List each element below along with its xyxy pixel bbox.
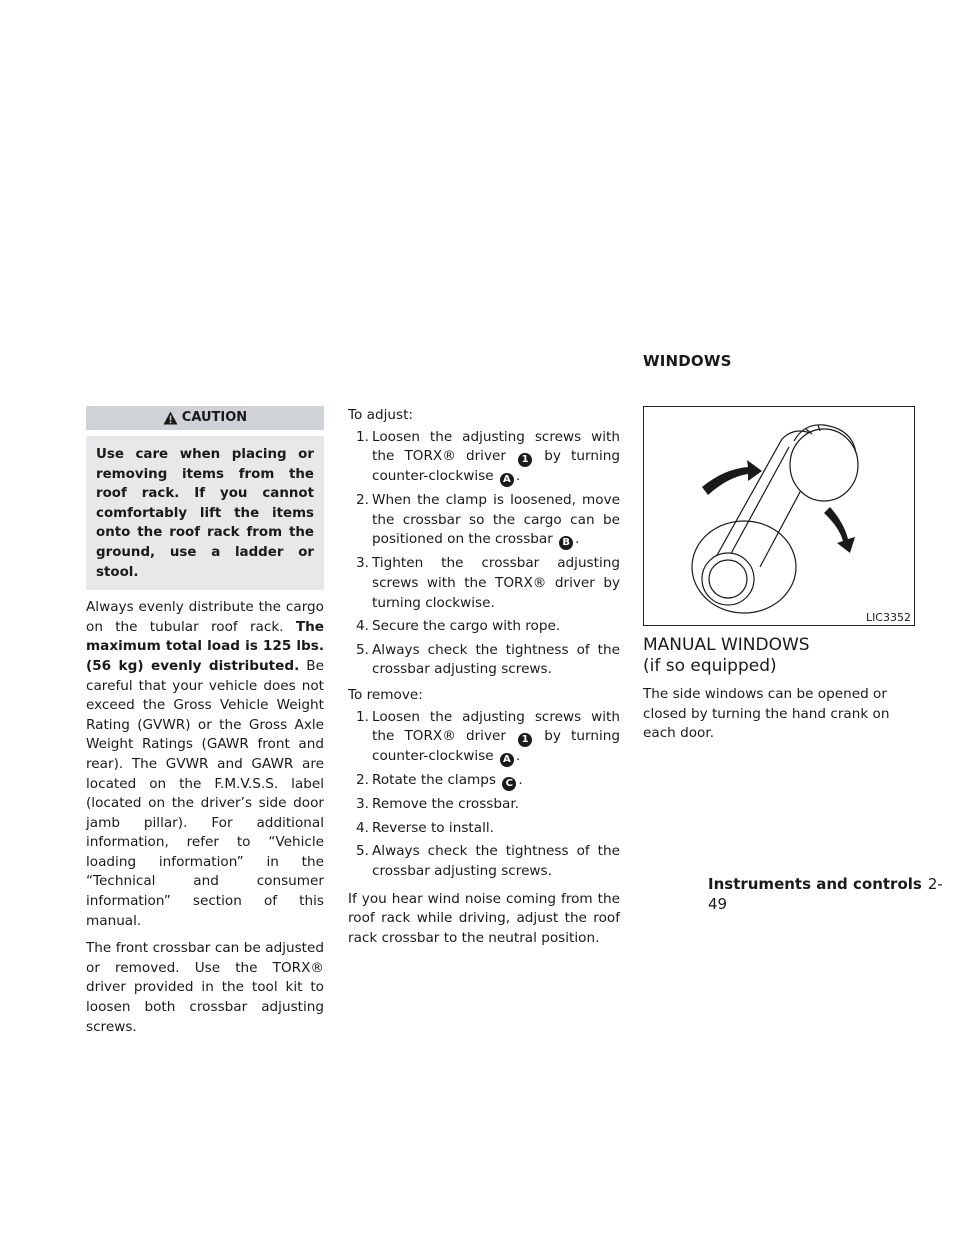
remove-intro: To remove: — [348, 686, 423, 703]
adjust-step-2: 2. When the clamp is loosened, move the crossbar so the cargo can be positioned on the crossbar B . — [356, 492, 620, 549]
callout-b-icon: B — [559, 536, 573, 550]
caution-title: CAUTION — [181, 410, 248, 426]
remove-step-1: 1. Loosen the adjusting screws with the TORX® driver 1 by turning counter-clockwise A . — [356, 708, 620, 766]
adjust-steps — [348, 428, 620, 680]
right-column — [643, 406, 915, 744]
page-footer — [708, 875, 960, 914]
hand-crank-drawing — [644, 407, 914, 625]
remove-steps — [348, 708, 620, 882]
adjust-step-4: 4. Secure the cargo with rope. — [356, 618, 561, 635]
callout-a-icon: A — [500, 473, 514, 487]
clockwise-arrow-icon — [824, 507, 855, 553]
adjust-step-5: 5. Always check the tightness of the crossbar adjusting screws. — [356, 641, 620, 678]
adjust-step-1: 1. Loosen the adjusting screws with the TORX® driver 1 by turning counter-clockwise A . — [356, 428, 620, 486]
window-crank-illustration — [643, 406, 915, 626]
callout-1-icon: 1 — [518, 733, 532, 747]
cargo-distribution-paragraph: Always evenly distribute the cargo on the tubular roof rack. The maximum total load is 125 lbs. (56 kg) evenly distributed. Be careful that your vehicle does not exceed the Gross Vehicle Weight Rating (GVWR) or the Gross Axle Weight Ratings (GAWR front and rear). The GVWR and GAWR are located on the F.M.V.S.S. label (located on the driver’s side door jamb pillar). For additional information, refer to “Vehicle loading information” in the “Technical and consumer information” section of this manual. — [86, 599, 324, 929]
middle-column — [348, 406, 620, 948]
adjust-intro: To adjust: — [348, 407, 413, 423]
page-number: 2-49 — [708, 875, 943, 913]
figure-label: LIC3352 — [865, 611, 911, 624]
callout-a-icon: A — [500, 753, 514, 767]
warning-icon — [163, 411, 178, 425]
footer-section-name: Instruments and controls — [708, 875, 922, 893]
max-load-statement: The maximum total load is 125 lbs. (56 kg) evenly distributed. — [86, 618, 324, 674]
crossbar-adjust-paragraph: The front crossbar can be adjusted or removed. Use the TORX® driver provided in the tool kit to loosen both crossbar adjusting screws. — [86, 940, 324, 1035]
callout-c-icon: C — [502, 777, 516, 791]
remove-step-3: 3. Remove the crossbar. — [356, 796, 519, 813]
section-title: WINDOWS — [643, 352, 732, 370]
callout-1-icon: 1 — [518, 453, 532, 467]
wind-noise-note: If you hear wind noise coming from the roof rack while driving, adjust the roof rack crossbar to the neutral position. — [348, 890, 620, 946]
remove-step-2: 2. Rotate the clamps C . — [356, 772, 523, 790]
remove-step-4: 4. Reverse to install. — [356, 819, 494, 836]
remove-step-5: 5. Always check the tightness of the crossbar adjusting screws. — [356, 843, 620, 879]
caution-text: Use care when placing or removing items from the roof rack. If you cannot comfortably lift the items onto the roof rack from the ground, use a ladder or stool. — [86, 436, 324, 590]
adjust-step-3: 3. Tighten the crossbar adjusting screws with the TORX® driver by turning clockwise. — [356, 555, 620, 611]
manual-windows-text: The side windows can be opened or closed by turning the hand crank on each door. — [643, 686, 890, 742]
manual-windows-heading: MANUAL WINDOWS (if so equipped) — [643, 635, 810, 676]
left-column — [86, 406, 324, 1037]
caution-header — [86, 406, 324, 430]
